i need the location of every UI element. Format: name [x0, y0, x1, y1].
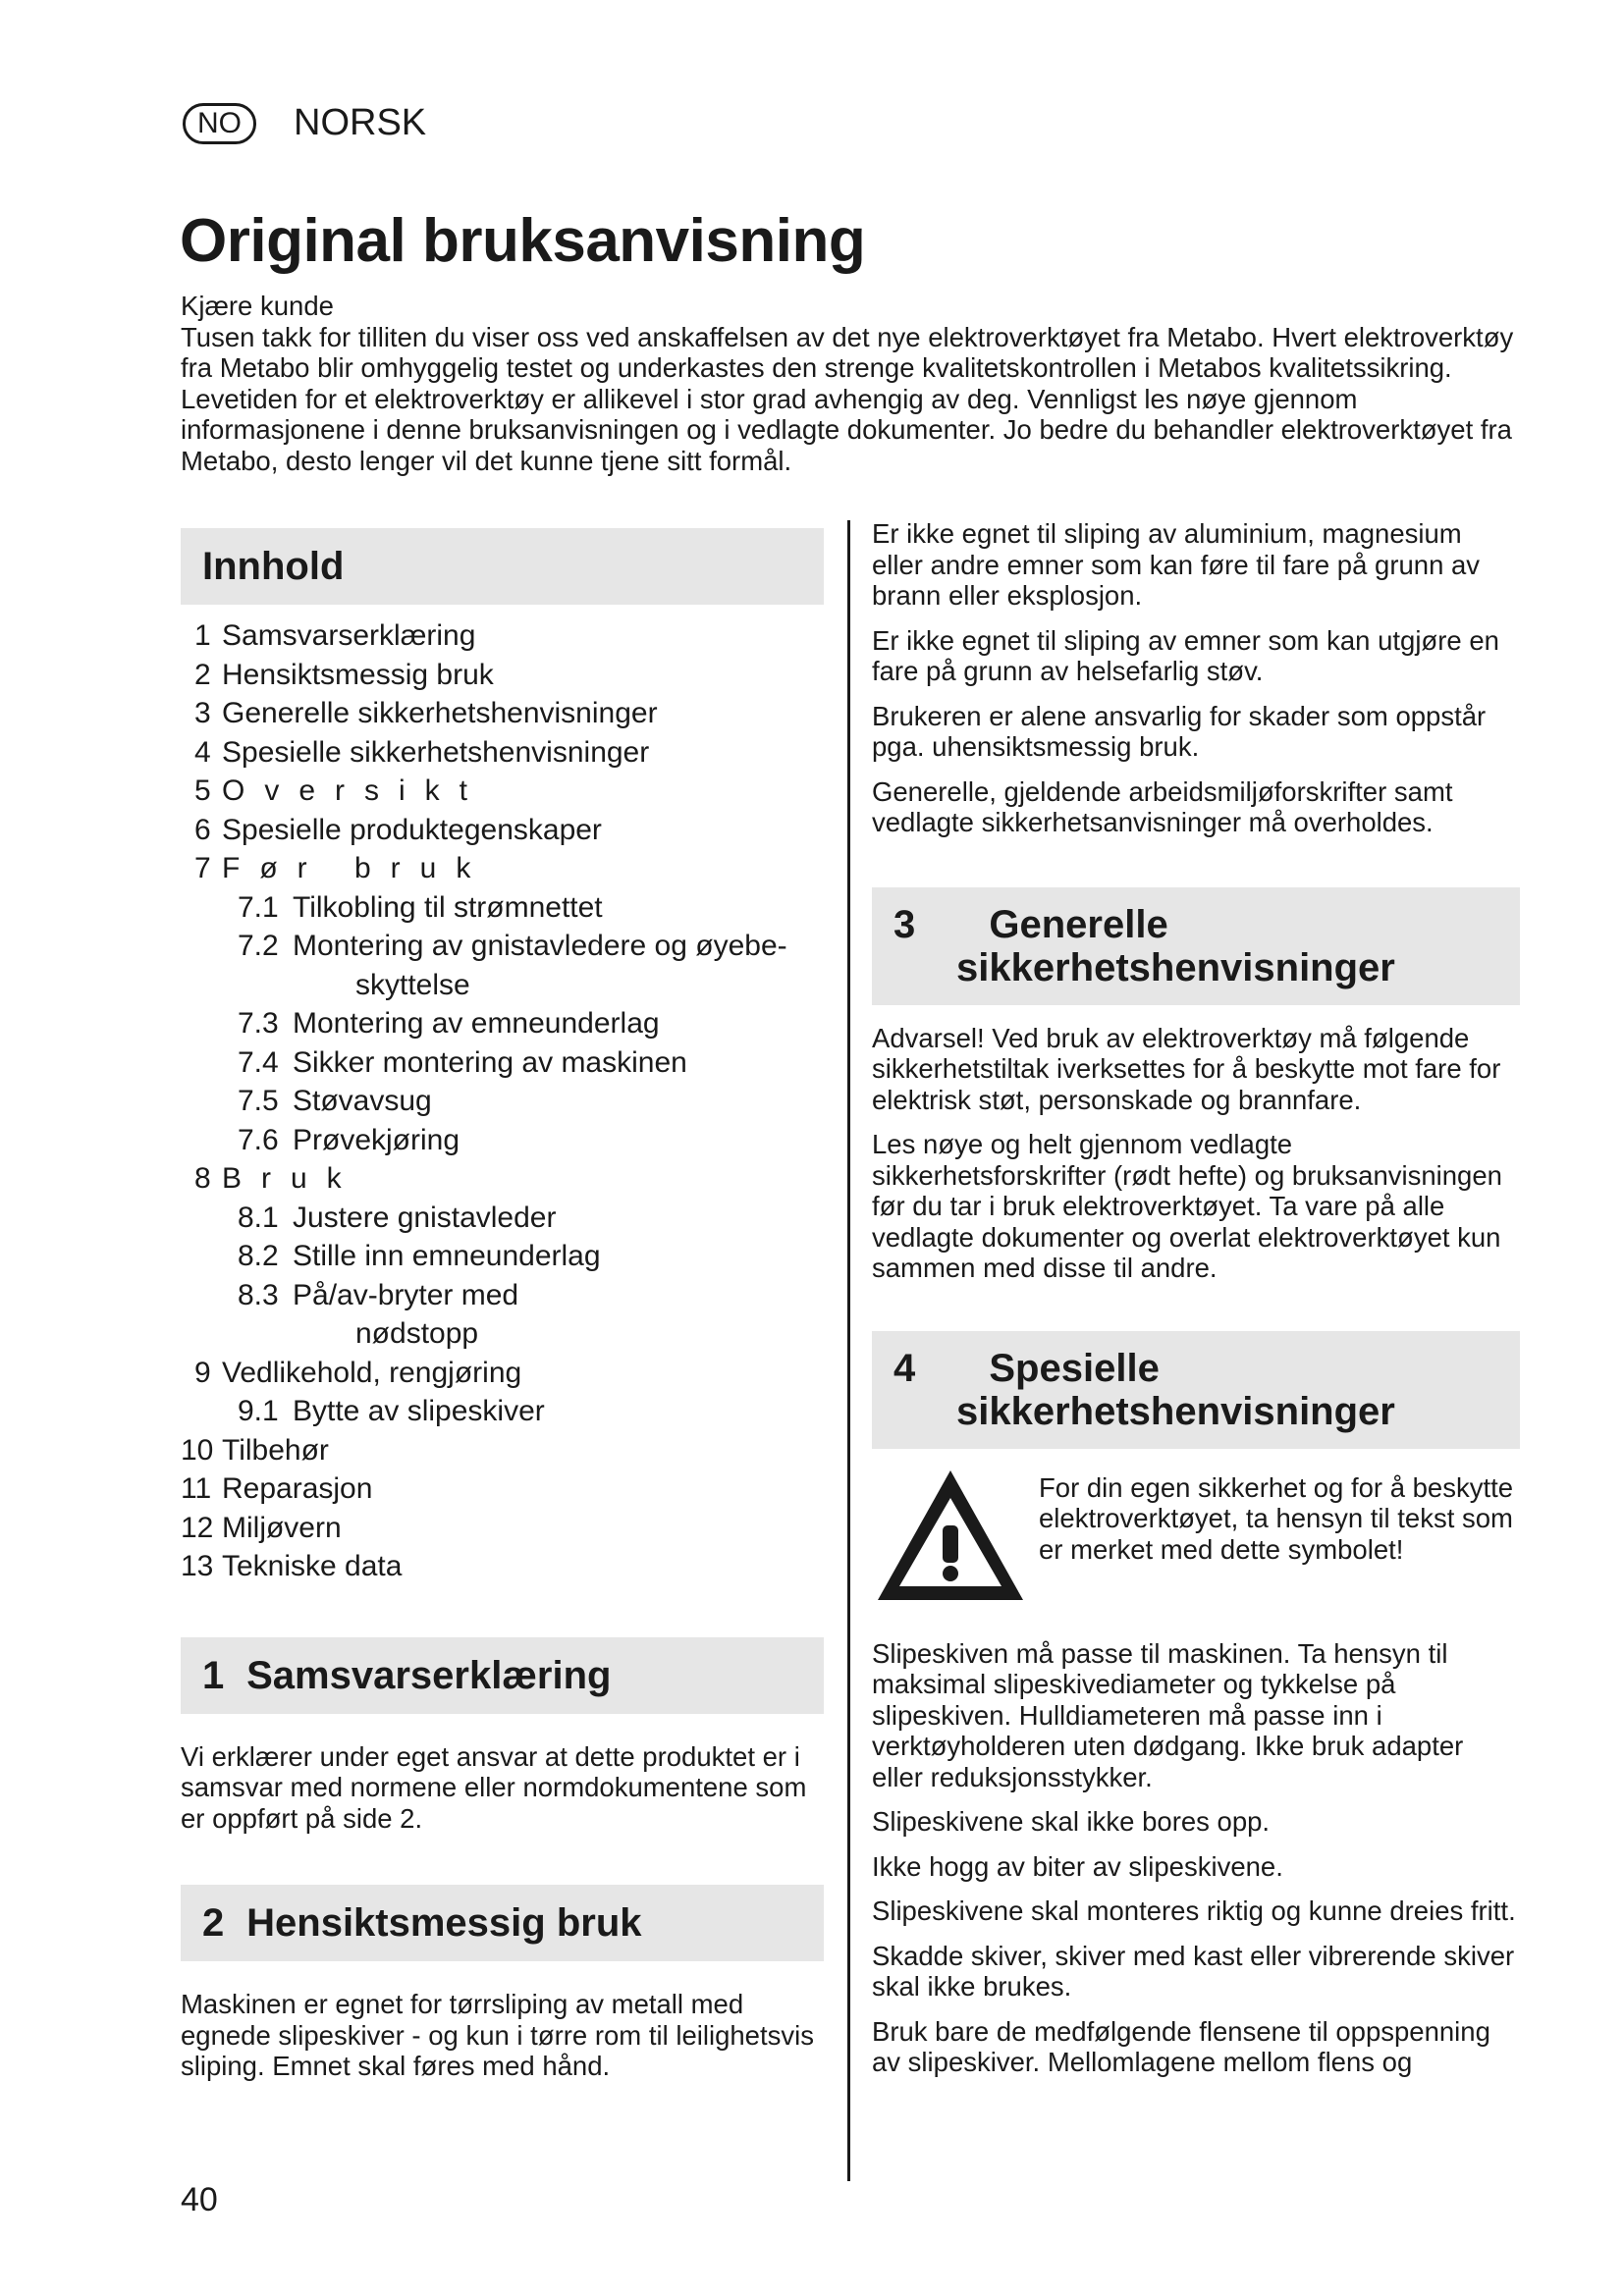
section-number: 2	[202, 1901, 225, 1945]
toc-item[interactable]	[181, 1509, 824, 1548]
right-column	[872, 518, 1520, 2078]
section-2-text: Maskinen er egnet for tørrsliping av metall med egnede slipeskiver - og kun i tørre rom til leilighetsvis sliping. Emnet skal føres med hånd.	[181, 1989, 814, 2081]
toc-item[interactable]	[181, 616, 824, 656]
toc-item-number: 10	[181, 1433, 214, 1467]
toc-item-number: 4	[194, 735, 211, 769]
section-3-heading	[872, 887, 1520, 1005]
usage-paragraph: Brukeren er alene ansvarlig for skader som oppstår pga. uhensiktsmessig bruk.	[872, 700, 1487, 762]
toc-item-number: 7.5	[238, 1085, 279, 1117]
safety-warning	[872, 1465, 1520, 1611]
toc-item-number: 8.3	[238, 1278, 279, 1311]
toc-item-label: Bytte av slipeskiver	[293, 1395, 545, 1427]
toc-item-label: Prøvekjøring	[293, 1123, 460, 1156]
toc-item[interactable]	[181, 694, 824, 733]
section-4-heading	[872, 1331, 1520, 1449]
toc-item[interactable]	[181, 1082, 824, 1121]
toc-item-label-continued: skyttelse	[355, 968, 470, 1001]
toc-item[interactable]	[181, 1392, 824, 1431]
toc-item-label: Spesielle produktegenskaper	[222, 813, 602, 846]
toc-item-label: På/av-bryter med	[293, 1278, 519, 1311]
toc-item[interactable]	[181, 849, 824, 888]
toc-item-label-continued: nødstopp	[355, 1317, 479, 1350]
toc-item-label: Tekniske data	[222, 1550, 403, 1582]
section-4-text: Slipeskiven må passe til maskinen. Ta hensyn til maksimal slipeskivediameter og tykkelse på slipeskiven. Hulldiameteren må passe inn i verktøyholderen uten dødgang. Ikke bruk adapter eller reduksjonsstykker.	[872, 1637, 1464, 1792]
toc-item-number: 7.3	[238, 1007, 279, 1040]
toc-item-number: 6	[194, 813, 211, 846]
toc-item-label: Montering av emneunderlag	[293, 1007, 660, 1040]
toc-item[interactable]	[181, 1431, 824, 1470]
section-title-line2: sikkerhetshenvisninger	[956, 945, 1395, 989]
left-column	[181, 528, 824, 2082]
toc-item[interactable]	[181, 772, 824, 811]
toc-item-number: 5	[194, 774, 211, 807]
toc-item-number: 7	[194, 852, 211, 884]
usage-paragraph: Generelle, gjeldende arbeidsmiljøforskrifter samt vedlagte sikkerhetsanvisninger må overholdes.	[872, 775, 1453, 837]
section-2-heading	[181, 1885, 824, 1961]
section-3-text: Les nøye og helt gjennom vedlagte sikkerhetsforskrifter (rødt hefte) og bruksanvisningen før du tar i bruk elektroverktøyet. Ta vare på alle vedlagte dokumenter og overlat elektroverktøyet kun sammen med disse til andre.	[872, 1129, 1502, 1283]
section-3-warning-text: Advarsel! Ved bruk av elektroverktøy må følgende sikkerhetstiltak iverksettes for å beskytte mot fare for elektrisk støt, personskade og brannfare.	[872, 1022, 1501, 1115]
toc-item-number: 13	[181, 1550, 214, 1582]
toc-item-number: 12	[181, 1511, 214, 1544]
toc-heading	[181, 528, 824, 605]
section-1-heading	[181, 1637, 824, 1714]
toc-item[interactable]	[181, 1159, 824, 1199]
section-title: Samsvarserklæring	[246, 1653, 612, 1697]
toc-heading-text: Innhold	[202, 545, 345, 588]
toc-item[interactable]	[181, 1043, 824, 1083]
toc-item-number: 7.2	[238, 930, 279, 962]
toc-item-number: 8.2	[238, 1240, 279, 1272]
toc-item[interactable]	[181, 733, 824, 773]
toc-item-label: Oversikt	[222, 774, 488, 807]
table-of-contents	[181, 616, 824, 1586]
section-title-line1: Generelle	[989, 902, 1168, 946]
toc-item-label: Tilbehør	[222, 1433, 329, 1467]
section-4-text: Slipeskivene skal monteres riktig og kunne dreies fritt.	[872, 1896, 1516, 1926]
language-indicator	[183, 102, 426, 144]
section-number: 4	[893, 1346, 916, 1390]
section-4-text: Bruk bare de medfølgende flensene til oppspenning av slipeskiver. Mellomlagene mellom flens og	[872, 2015, 1490, 2077]
toc-item[interactable]	[181, 927, 824, 1004]
toc-item-label: Støvavsug	[293, 1085, 432, 1117]
toc-item[interactable]	[181, 811, 824, 850]
page-title: Original bruksanvisning	[180, 207, 866, 275]
intro-paragraph: Tusen takk for tilliten du viser oss ved anskaffelsen av det nye elektroverktøyet fra Metabo. Hvert elektroverktøy fra Metabo blir omhyggelig testet og underkastes den strenge kvalitetskontrollen i Metabos kvalitetssikring. Levetiden for et elektroverktøy er allikevel i stor grad avhengig av deg. Vennligst les nøye gjennom informasjonene i denne bruksanvisningen og i vedlagte dokumenter. Jo bedre du behandler elektroverktøyet fra Metabo, desto lenger vil det kunne tjene sitt formål.	[181, 321, 1514, 476]
warning-text: For din egen sikkerhet og for å beskytte elektroverktøyet, ta hensyn til tekst som er merket med dette symbolet!	[1039, 1471, 1514, 1565]
section-4-text: Slipeskivene skal ikke bores opp.	[872, 1806, 1271, 1837]
toc-item-number: 9.1	[238, 1395, 279, 1427]
toc-item[interactable]	[181, 1199, 824, 1238]
toc-item-label: Generelle sikkerhetshenvisninger	[222, 697, 658, 729]
language-badge: NO	[183, 103, 256, 144]
toc-item-number: 11	[181, 1472, 212, 1505]
page-number: 40	[181, 2181, 218, 2218]
toc-item-number: 2	[194, 658, 211, 691]
toc-item[interactable]	[181, 888, 824, 928]
toc-item-number: 9	[194, 1356, 211, 1389]
section-title-line2: sikkerhetshenvisninger	[956, 1389, 1395, 1433]
intro-greeting: Kjære kunde	[181, 291, 334, 321]
toc-item-label: Før bruk	[222, 852, 491, 884]
toc-item[interactable]	[181, 1004, 824, 1043]
toc-item-label: Montering av gnistavledere og øyebe-	[293, 930, 787, 962]
toc-item[interactable]	[181, 656, 824, 695]
toc-item-number: 7.6	[238, 1123, 279, 1156]
toc-item-number: 8.1	[238, 1201, 279, 1234]
toc-item-label: Bruk	[222, 1162, 361, 1195]
toc-item[interactable]	[181, 1354, 824, 1393]
language-name: NORSK	[294, 102, 427, 143]
section-number: 1	[202, 1653, 225, 1697]
toc-item-number: 7.4	[238, 1045, 279, 1079]
toc-item-label: Hensiktsmessig bruk	[222, 658, 494, 691]
toc-item-number: 1	[194, 619, 211, 652]
section-number: 3	[893, 902, 916, 946]
toc-item-label: Stille inn emneunderlag	[293, 1240, 601, 1272]
toc-item-label: Justere gnistavleder	[293, 1201, 557, 1234]
column-divider	[847, 520, 850, 2181]
usage-paragraph: Er ikke egnet til sliping av aluminium, magnesium eller andre emner som kan føre til fare på grunn av brann eller eksplosjon.	[872, 518, 1481, 611]
section-4-text: Ikke hogg av biter av slipeskivene.	[872, 1850, 1283, 1882]
warning-triangle-icon	[872, 1465, 1039, 1611]
usage-paragraph: Er ikke egnet til sliping av emner som kan utgjøre en fare på grunn av helsefarlig støv.	[872, 624, 1499, 686]
toc-item-label: Samsvarserklæring	[222, 619, 476, 652]
section-title: Hensiktsmessig bruk	[246, 1901, 642, 1945]
toc-item-label: Reparasjon	[222, 1472, 373, 1505]
toc-item[interactable]	[181, 1121, 824, 1160]
toc-item[interactable]	[181, 1469, 824, 1509]
toc-item-number: 8	[194, 1162, 211, 1195]
toc-item-number: 3	[194, 697, 211, 729]
toc-item-label: Sikker montering av maskinen	[293, 1045, 687, 1079]
toc-item-label: Tilkobling til strømnettet	[293, 890, 603, 924]
toc-item-number: 7.1	[238, 890, 279, 924]
toc-item-label: Spesielle sikkerhetshenvisninger	[222, 735, 650, 769]
toc-item[interactable]	[181, 1276, 824, 1354]
toc-item-label: Miljøvern	[222, 1511, 342, 1544]
toc-item[interactable]	[181, 1547, 824, 1586]
intro	[181, 291, 1526, 476]
section-1-text: Vi erklærer under eget ansvar at dette produktet er i samsvar med normene eller normdokumentene som er oppført på side 2.	[181, 1740, 807, 1834]
toc-item[interactable]	[181, 1237, 824, 1276]
toc-item-label: Vedlikehold, rengjøring	[222, 1356, 522, 1389]
section-title-line1: Spesielle	[989, 1346, 1160, 1390]
section-4-text: Skadde skiver, skiver med kast eller vibrerende skiver skal ikke brukes.	[872, 1940, 1515, 2002]
